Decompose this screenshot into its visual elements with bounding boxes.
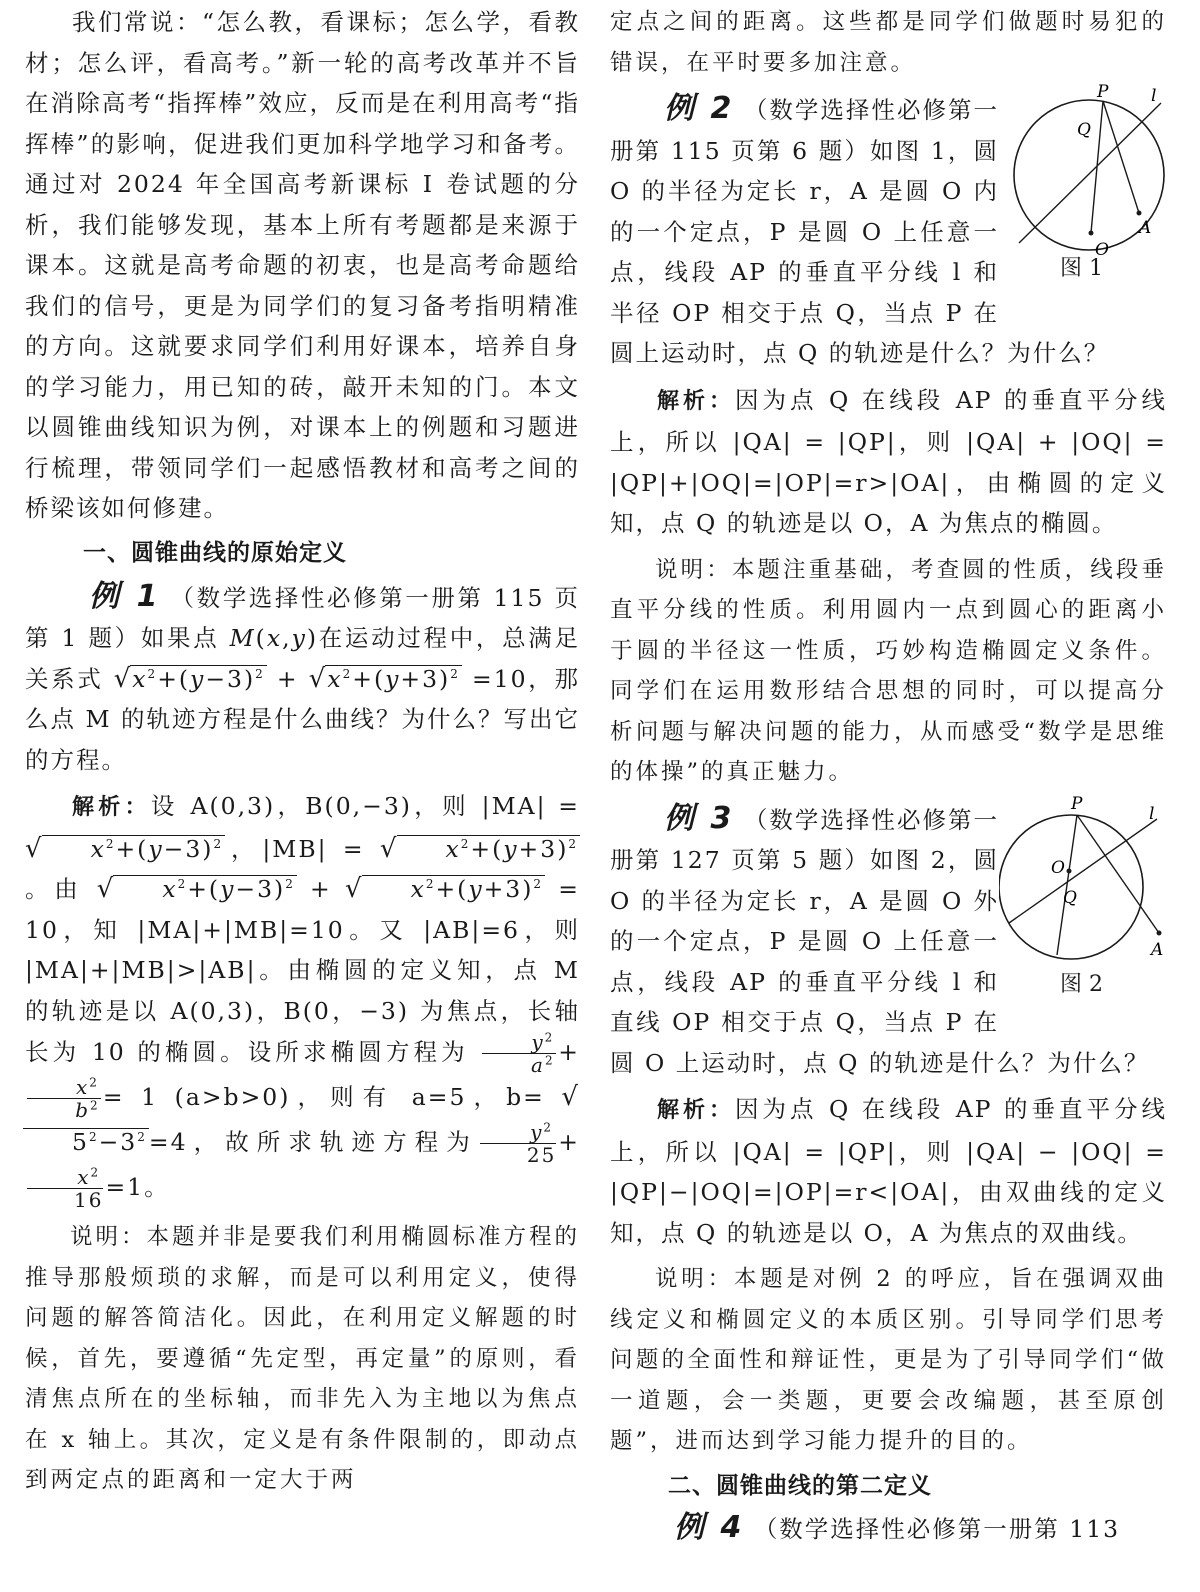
solution-label-3: 解析： <box>657 1098 736 1123</box>
section-heading-1: 一、圆锥曲线的原始定义 <box>83 539 347 566</box>
example-3 <box>610 793 1167 1084</box>
figure-1-segment-op <box>1091 101 1103 233</box>
solution-label: 解析： <box>72 795 151 820</box>
solution-text-6: =4，故所求轨迹方程为 <box>148 1128 478 1156</box>
figure-2-label-o: O <box>1051 857 1065 878</box>
solution-text-5: = 1 (a>b>0)，则有 a=5，b= <box>102 1083 545 1111</box>
figure-2-point-o <box>1067 868 1072 873</box>
figure-2-point-a <box>1157 930 1162 935</box>
figure-2-caption: 图 2 <box>1060 971 1103 997</box>
figure-1-label-q: Q <box>1077 120 1091 140</box>
example-2 <box>610 83 1167 374</box>
continued-paragraph: 定点之间的距离。这些都是同学们做题时易犯的错误，在平时要多加注意。 <box>610 9 1167 76</box>
figure-1-segment-pa <box>1103 101 1139 213</box>
example-2-solution <box>610 380 1167 544</box>
solution-text-3: 。由 <box>25 875 84 903</box>
figure-2-line-l <box>1009 819 1157 923</box>
example-2-label: 例 2 <box>664 91 735 126</box>
note-2: 说明：本题注重基础，考查圆的性质，线段垂直平分线的性质。利用圆内一点到圆心的距离小于圆的半径这一性质，巧妙构造椭圆定义条件。同学们在运用数形结合思想的同时，可以提高分析问题与解决问题的能力，从而感受“数学是思维的体操”的真正魅力。 <box>610 556 1167 785</box>
note-1: 说明：本题并非是要我们利用椭圆标准方程的推导那般烦琐的求解，而是可以利用定义，使得问题的解答简洁化。因此，在利用定义解题的时候，首先，要遵循“先定型，再定量”的原则，看清焦点所在的坐标轴，而非先入为主地以为焦点在 x 轴上。其次，定义是有条件限制的，即动点到两定点的距离和一定大于两 <box>25 1224 581 1493</box>
example-1-text-c: =10，那么点 M 的轨迹方程是什么曲线？为什么？写出它的方程。 <box>25 664 581 774</box>
figure-1-label-l: l <box>1151 86 1157 106</box>
example-1-source: （数学选择性必修第一册第 115 页第 1 题） <box>25 583 580 652</box>
figure-1-label-a: A <box>1139 218 1152 238</box>
example-3-solution-text: 因为点 Q 在线段 AP 的垂直平分线上，所以 |QA| = |QP|，则 |QA| − |OQ| = |QP|−|OQ|=|OP|=r<|OA|，由双曲线的定义知，点 Q 的轨迹是以 O，A 为焦点的双曲线。 <box>610 1095 1167 1247</box>
example-1-solution: 解析：设 A(0,3)，B(0,−3)，则 |MA| = √ $x^2+(y-3)^2$，|MB| = √ $x^2+(y+3)^2$。由 √ $x^2+(y-3)^2$ + √ $x^2+(y+3)^2 = 10$，知 |MA|+|MB|=10。又 |AB|=6，则 |MA|+|MB|>|AB|。由椭圆的定义知，点 M 的轨迹是以 A(0,3)，B(0，−3) 为焦点，长轴长为 10 的椭圆。设所求椭圆方程为 $\frac{y^2}{a^2}$ + $\frac{x^2}{b^2}$ = 1 (a>b>0)，则有 a=5，$b= √5^2-3^2=4$，故所求轨迹方程为 $\frac{y^2}{25}$ + $\frac{x^2}{16}$ =1。 <box>25 792 580 1212</box>
figure-1-point-o <box>1089 231 1094 236</box>
figure-2-label-a: A <box>1151 939 1164 960</box>
example-1-text-b: 在运动过程中，总满足关系式 <box>25 624 580 693</box>
solution-text-4: = 10，知 |MA|+|MB|=10。又 |AB|=6，则 |MA|+|MB|>|AB|。由椭圆的定义知，点 M 的轨迹是以 A(0,3)，B(0，−3) 为焦点，长轴长为 10 的椭圆。设所求椭圆方程为 <box>25 875 580 1066</box>
example-4-source: （数学选择性必修第一册第 113 <box>753 1514 1121 1543</box>
solution-text-1: 设 A(0,3)，B(0,−3)，则 |MA| = <box>150 792 580 820</box>
figure-2-label-q: Q <box>1063 887 1077 908</box>
figure-1-label-o: O <box>1095 240 1109 260</box>
figure-2-line-op <box>1057 815 1077 955</box>
figure-2-label-p: P <box>1071 793 1083 814</box>
section-heading-2: 二、圆锥曲线的第二定义 <box>668 1472 932 1499</box>
example-1-text-a: 如果点 <box>140 624 230 652</box>
example-1: 例 1 （数学选择性必修第一册第 115 页第 1 题）如果点 M(x,y)在运动过程中，总满足关系式 $√x^2+(y-3)^2 + √x^2+(y+3)^2 =10$，那么点 M 的轨迹方程是什么曲线？为什么？写出它的方程。 <box>25 578 581 774</box>
example-3-label: 例 3 <box>664 800 735 836</box>
solution-text-7: =1。 <box>105 1173 170 1201</box>
solution-text-2: ，|MB| = <box>225 834 365 863</box>
example-2-solution-text: 因为点 Q 在线段 AP 的垂直平分线上，所以 |QA| = |QP|，则 |QA| + |OQ| = |QP|+|OQ|=|OP|=r>|OA|，由椭圆的定义知，点 Q 的轨迹是以 O，A 为焦点的椭圆。 <box>610 385 1167 537</box>
figure-1-diagram <box>999 83 1167 263</box>
figure-1-point-a <box>1137 211 1142 216</box>
figure-2-circle <box>999 815 1143 959</box>
solution-label-2: 解析： <box>657 388 736 414</box>
figure-1-caption: 图 1 <box>1060 256 1103 281</box>
note-3: 说明：本题是对例 2 的呼应，旨在强调双曲线定义和椭圆定义的本质区别。引导同学们思考问题的全面性和辩证性，更是为了引导同学们“做一道题，会一类题，更要会改编题，甚至原创题”，进而达到学习能力提升的目的。 <box>610 1266 1167 1454</box>
left-column <box>25 0 580 1501</box>
right-column <box>610 0 1167 1549</box>
intro-paragraph: 我们常说：“怎么教，看课标；怎么学，看教材；怎么评，看高考。”新一轮的高考改革并不旨在消除高考“指挥棒”效应，反而是在利用高考“指挥棒”的影响，促进我们更加科学地学习和备考。通过对 2024 年全国高考新课标 Ⅰ 卷试题的分析，我们能够发现，基本上所有考题都是来源于课本。这就是高考命题的初衷，也是高考命题给我们的信号，更是为同学们的复习备考指明精准的方向。这就要求同学们利用好课本，培养自身的学习能力，用已知的砖，敲开未知的门。本文以圆锥曲线知识为例，对课本上的例题和习题进行梳理，带领同学们一起感悟教材和高考之间的桥梁该如何修建。 <box>25 8 580 522</box>
fraction-x2-16: $\frac{x^2}{16}$ <box>27 1166 103 1211</box>
fraction-x2-b2: $\frac{x^2}{b^2}$ <box>27 1076 101 1121</box>
figure-2-diagram <box>999 793 1167 973</box>
figure-1-label-p: P <box>1097 83 1109 102</box>
example-3-text: （数学选择性必修第一册第 127 页第 5 题）如图 2，圆 O 的半径为定长 r，A 是圆 O 外的一个定点，P 是圆 O 上任意一点，线段 AP 的垂直平分线 l 和直线 OP 相交于点 Q，当点 P 在圆 O 上运动时，点 Q 的轨迹是什么？为什么？ <box>610 805 1150 1077</box>
example-1-label: 例 1 <box>89 578 161 614</box>
example-3-solution <box>610 1089 1167 1253</box>
figure-2-label-l: l <box>1149 803 1155 824</box>
example-4-label: 例 4 <box>674 1509 745 1545</box>
example-4 <box>610 1508 1167 1550</box>
fraction-y2-25: $\frac{y^2}{25}$ <box>480 1121 556 1166</box>
fraction-y2-a2: $\frac{y^2}{a^2}$ <box>482 1031 556 1076</box>
example-2-text: （数学选择性必修第一册第 115 页第 6 题）如图 1，圆 O 的半径为定长 r，A 是圆 O 内的一个定点，P 是圆 O 上任意一点，线段 AP 的垂直平分线 l 和半径 OP 相交于点 Q，当点 P 在圆上运动时，点 Q 的轨迹是什么？为什么？ <box>610 96 1110 367</box>
